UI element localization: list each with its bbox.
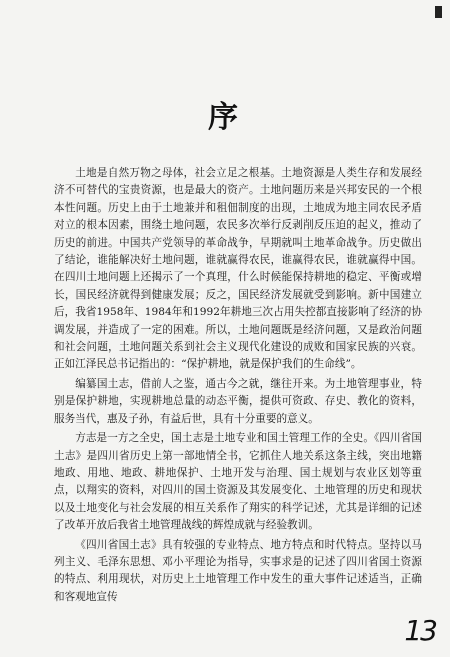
paragraph: 方志是一方之全史，国土志是土地专业和国土管理工作的全史。《四川省国土志》是四川省历史上第一部地情全书，它抓住人地关系这条主线，突出地籍地政、用地、地政、耕地保护、土地开发与治理、国土规划与农业区划等重点，以翔实的资料，对四川的国土资源及其发展变化、土地管理的历史和现状以及土地变化与社会发展的相互关系作了翔实的科学记述，尤其是详细的记述了改革开放后我省土地管理战线的辉煌成就与经验教训。 <box>54 432 422 532</box>
page-title: 序 <box>208 100 242 135</box>
paragraph: 《四川省国土志》具有较强的专业特点、地方特点和时代特点。坚持以马列主义、毛泽东思想、邓小平理论为指导，实事求是的记述了四川省国土资源的特点、利用现状，对历史上土地管理工作中发生的重大事件记述适当，正确和客观地宣传 <box>54 538 422 603</box>
paragraph: 土地是自然万物之母体，社会立足之根基。土地资源是人类生存和发展经济不可替代的宝贵资源，也是最大的资产。土地问题历来是兴邦安民的一个根本性问题。历史上由于土地兼并和租佃制度的出现，土地成为地主同农民矛盾对立的根本因素，围绕土地问题，农民多次举行反剥削反压迫的起义，推动了历史的前进。中国共产党领导的革命战争，早期就叫土地革命战争。历史做出了结论，谁能解决好土地问题，谁就赢得农民，谁赢得农民，谁就赢得中国。在四川土地问题上还揭示了一个真理，什么时候能保持耕地的稳定、平衡或增长，国民经济就得到健康发展；反之，国民经济发展就受到影响。新中国建立后，我省1958年、1984年和1992年耕地三次占用失控都直接影响了经济的协调发展，并造成了一定的困难。所以，土地问题既是经济问题，又是政治问题和社会问题，土地问题关系到社会主义现代化建设的成败和国家民族的兴衰。正如江泽民总书记指出的：“保护耕地，就是保护我们的生命线”。 <box>54 167 422 371</box>
page-number: 13 <box>404 614 436 647</box>
corner-mark <box>435 6 442 18</box>
paragraph: 编纂国土志，借前人之鉴，通古今之就，继往开来。为土地管理事业，特别是保护耕地，实现耕地总量的动态平衡，提供可资政、存史、教化的资料，服务当代，惠及子孙，有益后世，具有十分重要的意义。 <box>54 377 422 425</box>
body-text <box>54 165 422 608</box>
